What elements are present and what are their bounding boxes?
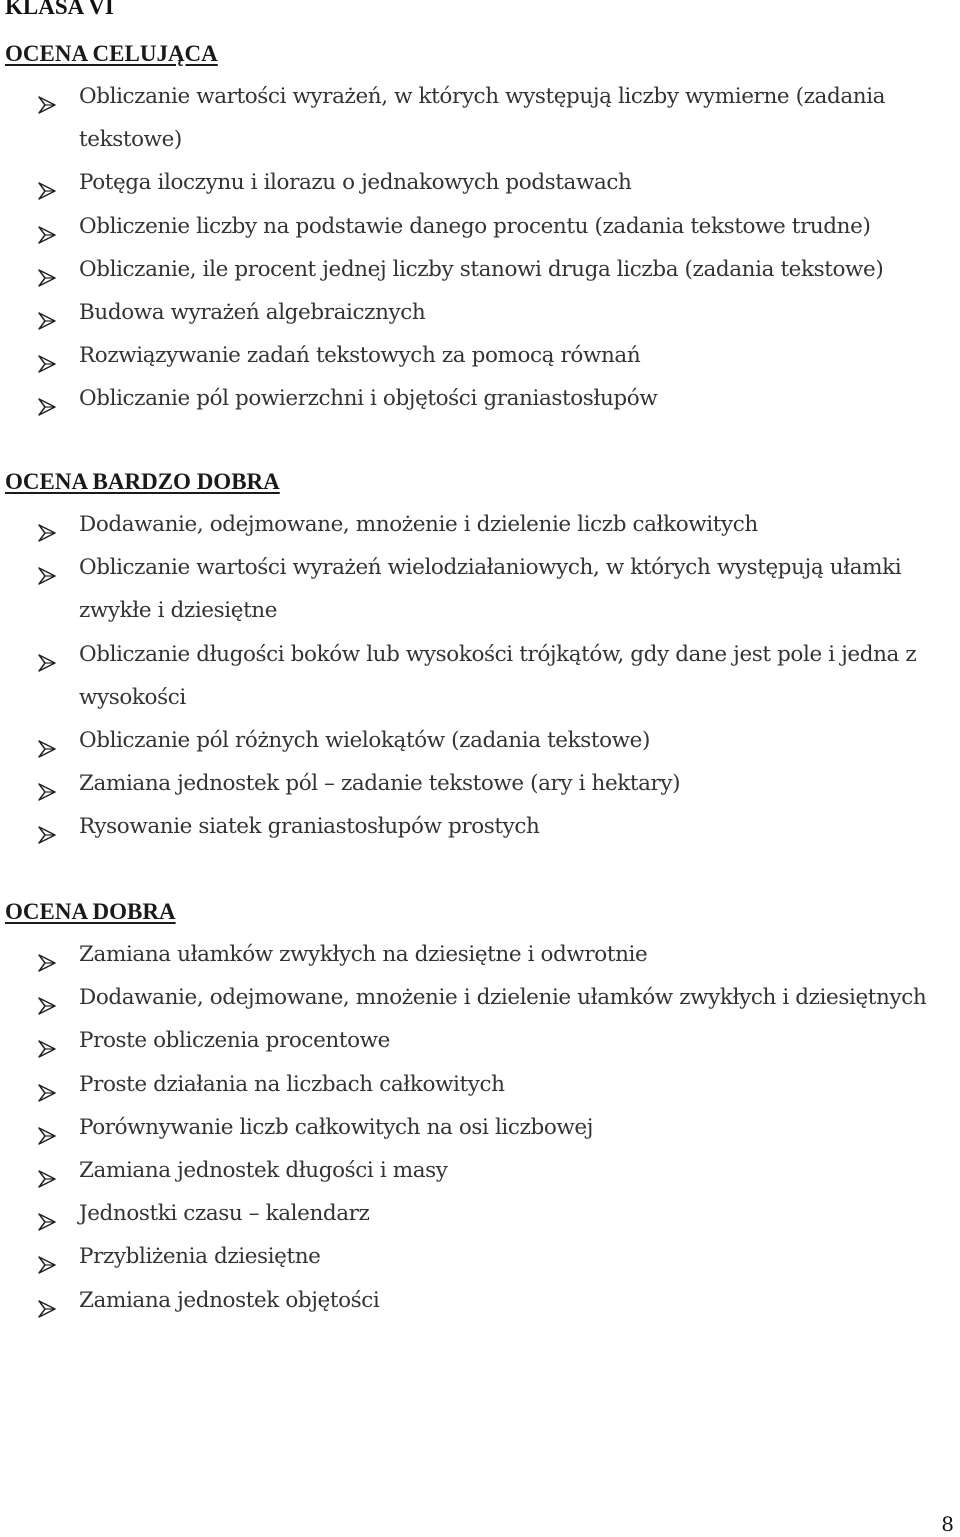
arrowhead-bullet-icon (37, 645, 57, 665)
item-text: Obliczanie pól różnych wielokątów (zadania tekstowe) (79, 728, 650, 754)
arrowhead-bullet-icon (37, 945, 57, 965)
item-list-bardzo-dobra (0, 503, 960, 849)
list-item (0, 1149, 960, 1192)
list-item (0, 161, 960, 204)
item-list-celujaca (0, 75, 960, 421)
item-text: Rysowanie siatek graniastosłupów prostych (79, 814, 540, 840)
item-text: Dodawanie, odejmowane, mnożenie i dzielenie ułamków zwykłych i dziesiętnych (79, 985, 927, 1011)
item-text: Budowa wyrażeń algebraicznych (79, 300, 426, 326)
arrowhead-bullet-icon (37, 87, 57, 107)
item-text: Zamiana jednostek objętości (79, 1287, 380, 1313)
arrowhead-bullet-icon (37, 260, 57, 280)
list-item (0, 1235, 960, 1278)
item-text: Dodawanie, odejmowane, mnożenie i dzielenie liczb całkowitych (79, 512, 758, 537)
arrowhead-bullet-icon (37, 988, 57, 1008)
item-text: Obliczanie wartości wyrażeń, w których występują liczby wymierne (zadania tekstowe) (79, 84, 886, 153)
list-item (0, 205, 960, 248)
list-item (0, 1192, 960, 1235)
section-heading-celujaca: OCENA CELUJĄCA (5, 41, 218, 66)
arrowhead-bullet-icon (37, 346, 57, 366)
list-item (0, 291, 960, 334)
item-text: Rozwiązywanie zadań tekstowych za pomocą równań (79, 343, 641, 369)
arrowhead-bullet-icon (37, 389, 57, 409)
arrowhead-bullet-icon (37, 558, 57, 578)
item-text: Proste działania na liczbach całkowitych (79, 1071, 505, 1097)
page-number: 8 (941, 1512, 954, 1536)
list-item (0, 546, 960, 632)
arrowhead-bullet-icon (37, 731, 57, 751)
list-item (0, 334, 960, 377)
arrowhead-bullet-icon (37, 774, 57, 794)
arrowhead-bullet-icon (37, 1075, 57, 1095)
list-item (0, 377, 960, 420)
arrowhead-bullet-icon (37, 1247, 57, 1267)
item-text: Obliczenie liczby na podstawie danego procentu (zadania tekstowe trudne) (79, 213, 871, 239)
item-text: Jednostki czasu – kalendarz (79, 1201, 370, 1227)
arrowhead-bullet-icon (37, 217, 57, 237)
list-item (0, 248, 960, 291)
item-text: Zamiana ułamków zwykłych na dziesiętne i odwrotnie (79, 942, 648, 967)
list-item (0, 1063, 960, 1106)
list-item (0, 762, 960, 805)
list-item (0, 719, 960, 762)
item-text: Proste obliczenia procentowe (79, 1028, 390, 1054)
section-heading-dobra: OCENA DOBRA (5, 899, 176, 924)
item-text: Obliczanie pól powierzchni i objętości graniastosłupów (79, 386, 658, 412)
list-item (0, 1279, 960, 1322)
arrowhead-bullet-icon (37, 1291, 57, 1311)
arrowhead-bullet-icon (37, 1204, 57, 1224)
arrowhead-bullet-icon (37, 1118, 57, 1138)
list-item (0, 976, 960, 1019)
arrowhead-bullet-icon (37, 303, 57, 323)
item-text: Porównywanie liczb całkowitych na osi liczbowej (79, 1114, 593, 1140)
class-title: KLASA VI (5, 0, 114, 19)
list-item (0, 1106, 960, 1149)
arrowhead-bullet-icon (37, 1031, 57, 1051)
list-item (0, 933, 960, 976)
arrowhead-bullet-icon (37, 1161, 57, 1181)
arrowhead-bullet-icon (37, 515, 57, 535)
list-item (0, 75, 960, 161)
list-item (0, 1019, 960, 1062)
item-text: Przybliżenia dziesiętne (79, 1244, 321, 1270)
arrowhead-bullet-icon (37, 817, 57, 837)
item-list-dobra (0, 933, 960, 1322)
section-heading-bardzo-dobra: OCENA BARDZO DOBRA (5, 469, 280, 494)
list-item (0, 805, 960, 848)
item-text: Obliczanie długości boków lub wysokości trójkątów, gdy dane jest pole i jedna z wysokości (79, 641, 917, 710)
list-item (0, 503, 960, 546)
item-text: Zamiana jednostek pól – zadanie tekstowe (ary i hektary) (79, 771, 681, 797)
item-text: Obliczanie wartości wyrażeń wielodziałaniowych, w których występują ułamki zwykłe i dziesiętne (79, 555, 902, 624)
item-text: Obliczanie, ile procent jednej liczby stanowi druga liczba (zadania tekstowe) (79, 256, 884, 282)
item-text: Potęga iloczynu i ilorazu o jednakowych podstawach (79, 170, 632, 196)
item-text: Zamiana jednostek długości i masy (79, 1158, 448, 1184)
arrowhead-bullet-icon (37, 173, 57, 193)
list-item (0, 633, 960, 719)
